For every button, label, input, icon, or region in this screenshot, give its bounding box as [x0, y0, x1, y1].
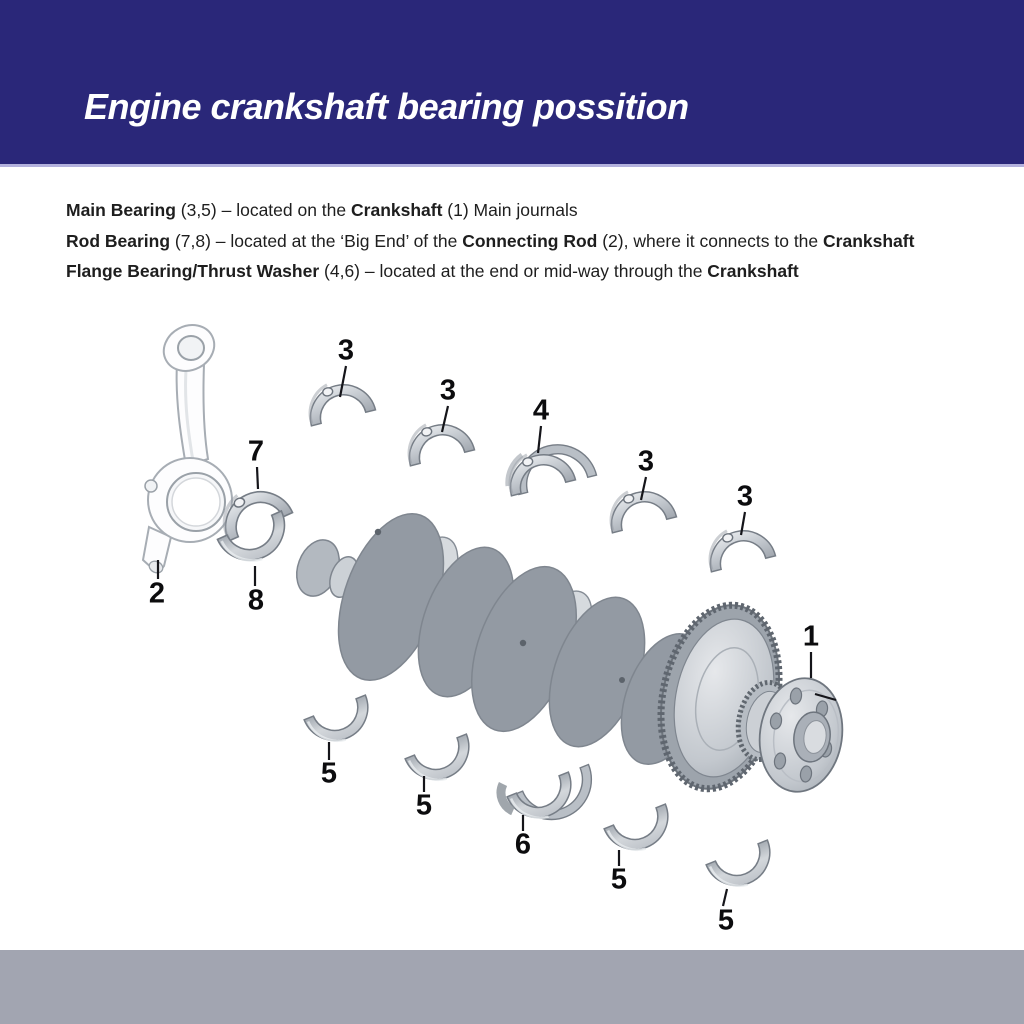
leader-line	[257, 467, 258, 489]
main-bearing-upper-shell	[402, 415, 475, 466]
oil-hole	[520, 640, 526, 646]
main-bearing-upper-shell	[303, 375, 376, 426]
main-bearing-lower-shell	[604, 804, 678, 860]
description-line: Rod Bearing (7,8) – located at the ‘Big End’ of the Connecting Rod (2), where it connects to the Crankshaft	[66, 230, 915, 251]
main-bearing-upper-shell	[703, 521, 776, 572]
main-bearing-lower-shell	[706, 840, 780, 896]
connecting-rod	[143, 316, 232, 575]
main-bearing-lower-shell	[405, 734, 479, 790]
oil-hole	[619, 677, 625, 683]
part-label-rod-bearing-lower: 8	[247, 584, 265, 617]
rod-small-end-bore	[178, 336, 204, 360]
part-label-main-bearing-upper-3: 3	[637, 445, 655, 478]
main-bearing-lower-shell	[304, 695, 378, 751]
part-label-main-bearing-lower-1: 5	[320, 757, 338, 790]
page-title: Engine crankshaft bearing possition	[84, 86, 689, 127]
thrust-washer-lower-shell	[501, 765, 603, 832]
part-label-main-bearing-upper-4: 3	[736, 480, 754, 513]
part-label-thrust-washer-upper: 4	[532, 394, 550, 427]
oil-hole	[375, 529, 381, 535]
part-label-main-bearing-upper-2: 3	[439, 374, 457, 407]
footer-band	[0, 950, 1024, 1024]
part-label-rod-bearing-upper: 7	[247, 435, 265, 468]
part-label-main-bearing-lower-3: 5	[610, 863, 628, 896]
part-label-thrust-washer-lower: 6	[514, 828, 532, 861]
part-label-connecting-rod: 2	[148, 577, 166, 610]
part-label-crankshaft-flange: 1	[802, 620, 820, 653]
description-line: Flange Bearing/Thrust Washer (4,6) – located at the end or mid-way through the Crankshaft	[66, 261, 799, 281]
part-label-main-bearing-lower-4: 5	[717, 904, 735, 937]
part-label-main-bearing-lower-2: 5	[415, 789, 433, 822]
description-line: Main Bearing (3,5) – located on the Crankshaft (1) Main journals	[66, 200, 578, 220]
leader-line	[723, 889, 727, 906]
main-bearing-upper-shell	[604, 482, 677, 533]
part-label-main-bearing-upper-1: 3	[337, 334, 355, 367]
rod-bolt-hole	[145, 480, 157, 492]
thrust-washer-upper-shell	[503, 436, 597, 496]
